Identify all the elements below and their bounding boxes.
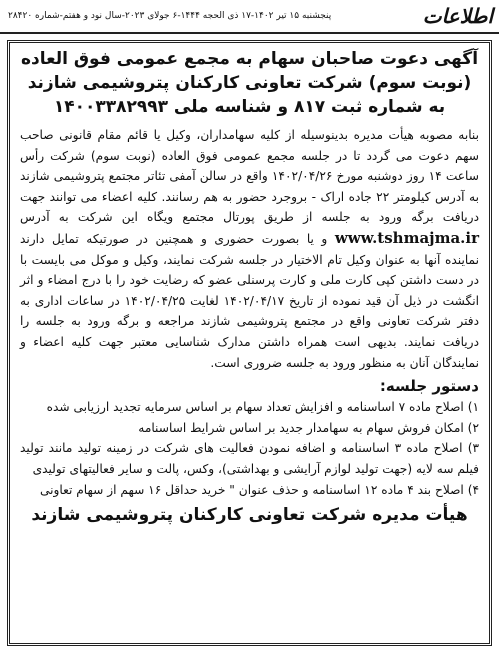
agenda-item: ۲) امکان فروش سهام به سهامدار جدید بر اساس شرایط اساسنامه <box>138 420 479 435</box>
newspaper-logo: اطلاعات <box>422 4 493 28</box>
notice-title-line-3: به شماره ثبت ۸۱۷ و شناسه ملی ۱۴۰۰۳۳۸۲۹۹۳ <box>53 97 446 117</box>
notice-body <box>20 125 479 373</box>
notice-body-part-1: بنابه مصوبه هیأت مدیره بدینوسیله از کلیه سهامداران، وکیل یا قائم مقام قانونی صاحب سهم دعوت می گردد تا در جلسه مجمع عمومی فوق العاده (نوبت سوم) شرکت رأس ساعت ۱۴ روز دوشنبه مورخ ۱۴۰۲/۰۴/۲۶ واقع در سالن آمفی تئاتر مجتمع پتروشیمی شازند به آدرس کیلومتر ۲۲ جاده اراک - بروجرد حضور به هم رسانند. کلیه اعضاء می توانند جهت دریافت برگه ورود به جلسه از طریق پورتال مجتمع ویگاه این شرکت به آدرس <box>20 128 479 225</box>
notice-title-line-2: (نوبت سوم) شرکت تعاونی کارکنان پتروشیمی شازند <box>27 73 472 93</box>
notice-title <box>20 47 479 119</box>
notice-title-line-1: آگهی دعوت صاحبان سهام به مجمع عمومی فوق العاده <box>20 49 479 69</box>
agenda-item: ۴) اصلاح بند ۴ ماده ۱۲ اساسنامه و حذف عنوان " خرید حداقل ۱۶ سهم از سهام تعاونی <box>39 482 479 497</box>
agenda-list <box>20 397 479 500</box>
board-signature: هیأت مدیره شرکت تعاونی کارکنان پتروشیمی شازند <box>31 505 468 526</box>
page-header <box>0 0 499 34</box>
agenda-heading: دستور جلسه: <box>379 377 479 396</box>
notice-box <box>7 40 492 646</box>
issue-dateline: پنجشنبه ۱۵ تیر ۱۴۰۲-۱۷ ذی الحجه ۱۴۴۴-۶ جولای ۲۰۲۳-سال نود و هفتم-شماره ۲۸۴۲۰ <box>8 11 332 21</box>
agenda-item: ۳) اصلاح ماده ۳ اساسنامه و اضافه نمودن فعالیت های شرکت در زمینه تولید مانند تولید فیلم سه لایه (جهت تولید لوازم آرایشی و بهداشتی)، وکس، پالت و سایر فعالیتهای تولیدی <box>20 441 479 476</box>
agenda-item: ۱) اصلاح ماده ۷ اساسنامه و افزایش تعداد سهام بر اساس سرمایه تجدید ارزیابی شده <box>46 400 479 415</box>
portal-address: www.tshmajma.ir <box>334 228 480 247</box>
notice-body-part-2: و یا بصورت حضوری و همچنین در صورتیکه تمایل دارند نماینده آنها به عنوان وکیل تام الاختیار در جلسه شرکت نمایند، وکیل و موکل می بایست با در دست داشتن کپی کارت ملی و کارت پرسنلی عضو که رضایت خود را با درج امضاء و اثر انگشت در ذیل آن قید نموده از تاریخ ۱۴۰۲/۰۴/۱۷ لغایت ۱۴۰۲/۰۴/۲۵ در ساعات اداری به دفتر شرکت تعاونی واقع در مجتمع پتروشیمی شازند مراجعه و برگه ورود به جلسه را دریافت نمایند. بدیهی است همراه داشتن مدارک شناسایی معتبر جهت کلیه اعضاء و نمایندگان آنان به منظور ورود به جلسه ضروری است. <box>20 231 479 370</box>
